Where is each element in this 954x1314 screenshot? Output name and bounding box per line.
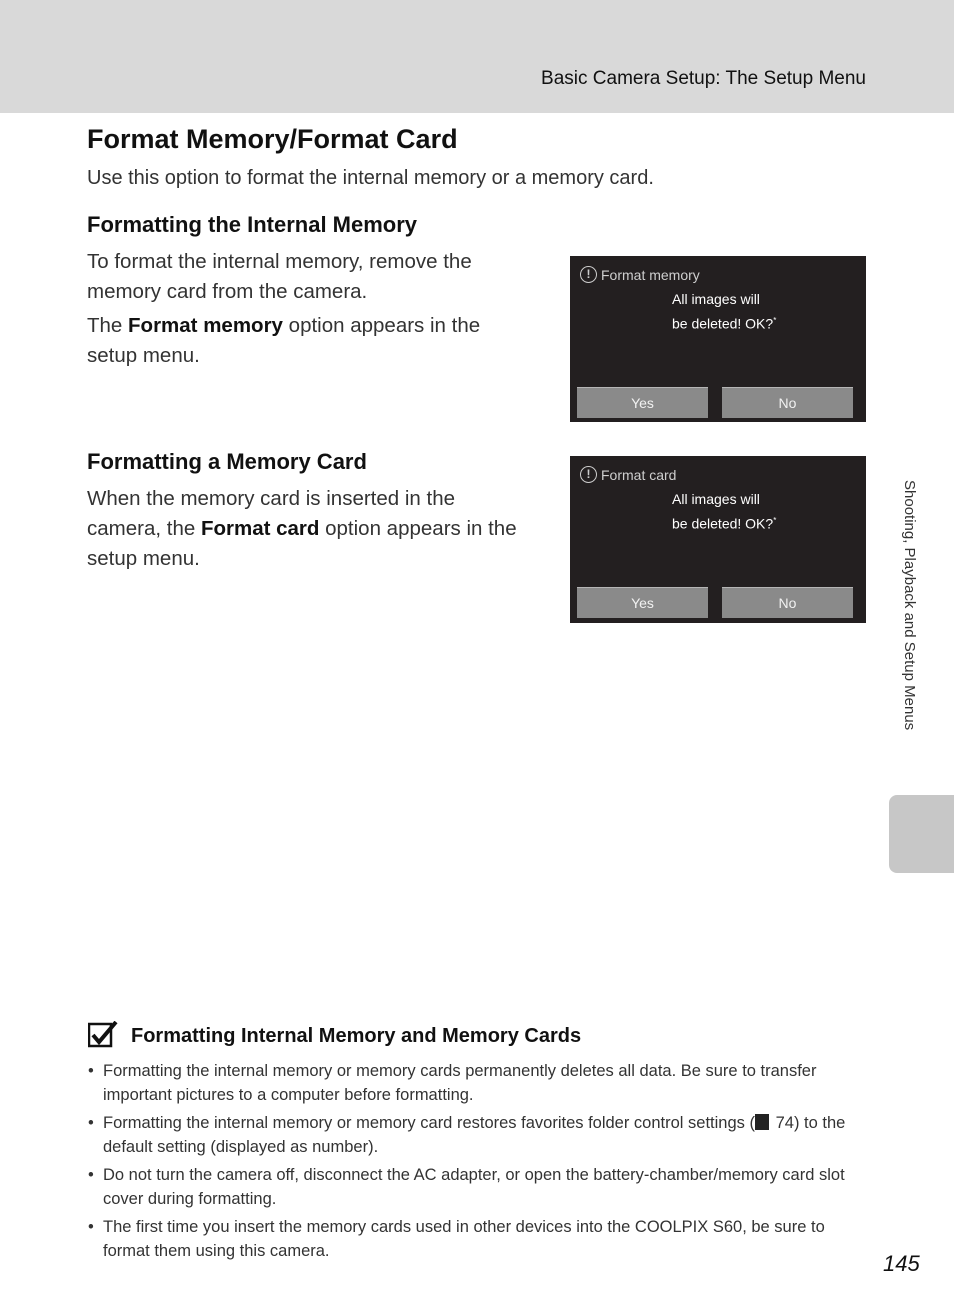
format-memory-screen [570, 256, 866, 422]
page-title: Format Memory/Format Card [87, 124, 458, 154]
note-bullet-list [88, 1059, 868, 1267]
list-item: • Formatting the internal memory or memory card restores favorites folder control settings ( 74) to the default setting (displayed as number). [88, 1111, 868, 1159]
page-number: 145 [883, 1251, 920, 1276]
warning-icon: ! [580, 466, 597, 483]
section-title-memory-card: Formatting a Memory Card [87, 449, 367, 474]
note-title: Formatting Internal Memory and Memory Cards [131, 1025, 582, 1047]
memory-card-paragraph: When the memory card is inserted in the camera, the Format card option appears in the setup menu. [87, 487, 517, 570]
screen-title: Format card [601, 467, 677, 483]
screen-title: Format memory [601, 267, 700, 283]
header-title: Basic Camera Setup: The Setup Menu [541, 68, 866, 89]
list-item: • Formatting the internal memory or memory cards permanently deletes all data. Be sure to transfer important pictures to a computer before formatting. [88, 1059, 868, 1107]
section-title-internal-memory: Formatting the Internal Memory [87, 212, 418, 237]
page-reference-icon [755, 1114, 769, 1130]
list-item: • Do not turn the camera off, disconnect the AC adapter, or open the battery-chamber/memory card slot cover during formatting. [88, 1163, 868, 1211]
format-memory-term: Format memory [128, 314, 283, 337]
side-section-label: Shooting, Playback and Setup Menus [901, 480, 918, 731]
no-button[interactable]: No [722, 587, 853, 618]
side-tab-marker [889, 795, 954, 873]
internal-memory-paragraph-2: The Format memory option appears in the setup menu. [87, 314, 481, 367]
no-button[interactable]: No [722, 387, 853, 418]
header-band [0, 0, 954, 113]
internal-memory-paragraph-1: To format the internal memory, remove the memory card from the camera. [87, 250, 472, 303]
format-card-term: Format card [200, 517, 320, 540]
screen-message: All images will be deleted! OK?* [672, 491, 777, 532]
yes-button[interactable]: Yes [577, 587, 708, 618]
yes-button[interactable]: Yes [577, 387, 708, 418]
screen-message: All images will be deleted! OK?* [672, 291, 777, 332]
list-item: • The first time you insert the memory cards used in other devices into the COOLPIX S60, be sure to format them using this camera. [88, 1215, 868, 1263]
checkmark-note-icon [88, 1021, 118, 1049]
intro-text: Use this option to format the internal memory or a memory card. [87, 167, 654, 189]
warning-icon: ! [580, 266, 597, 283]
format-card-screen [570, 456, 866, 623]
